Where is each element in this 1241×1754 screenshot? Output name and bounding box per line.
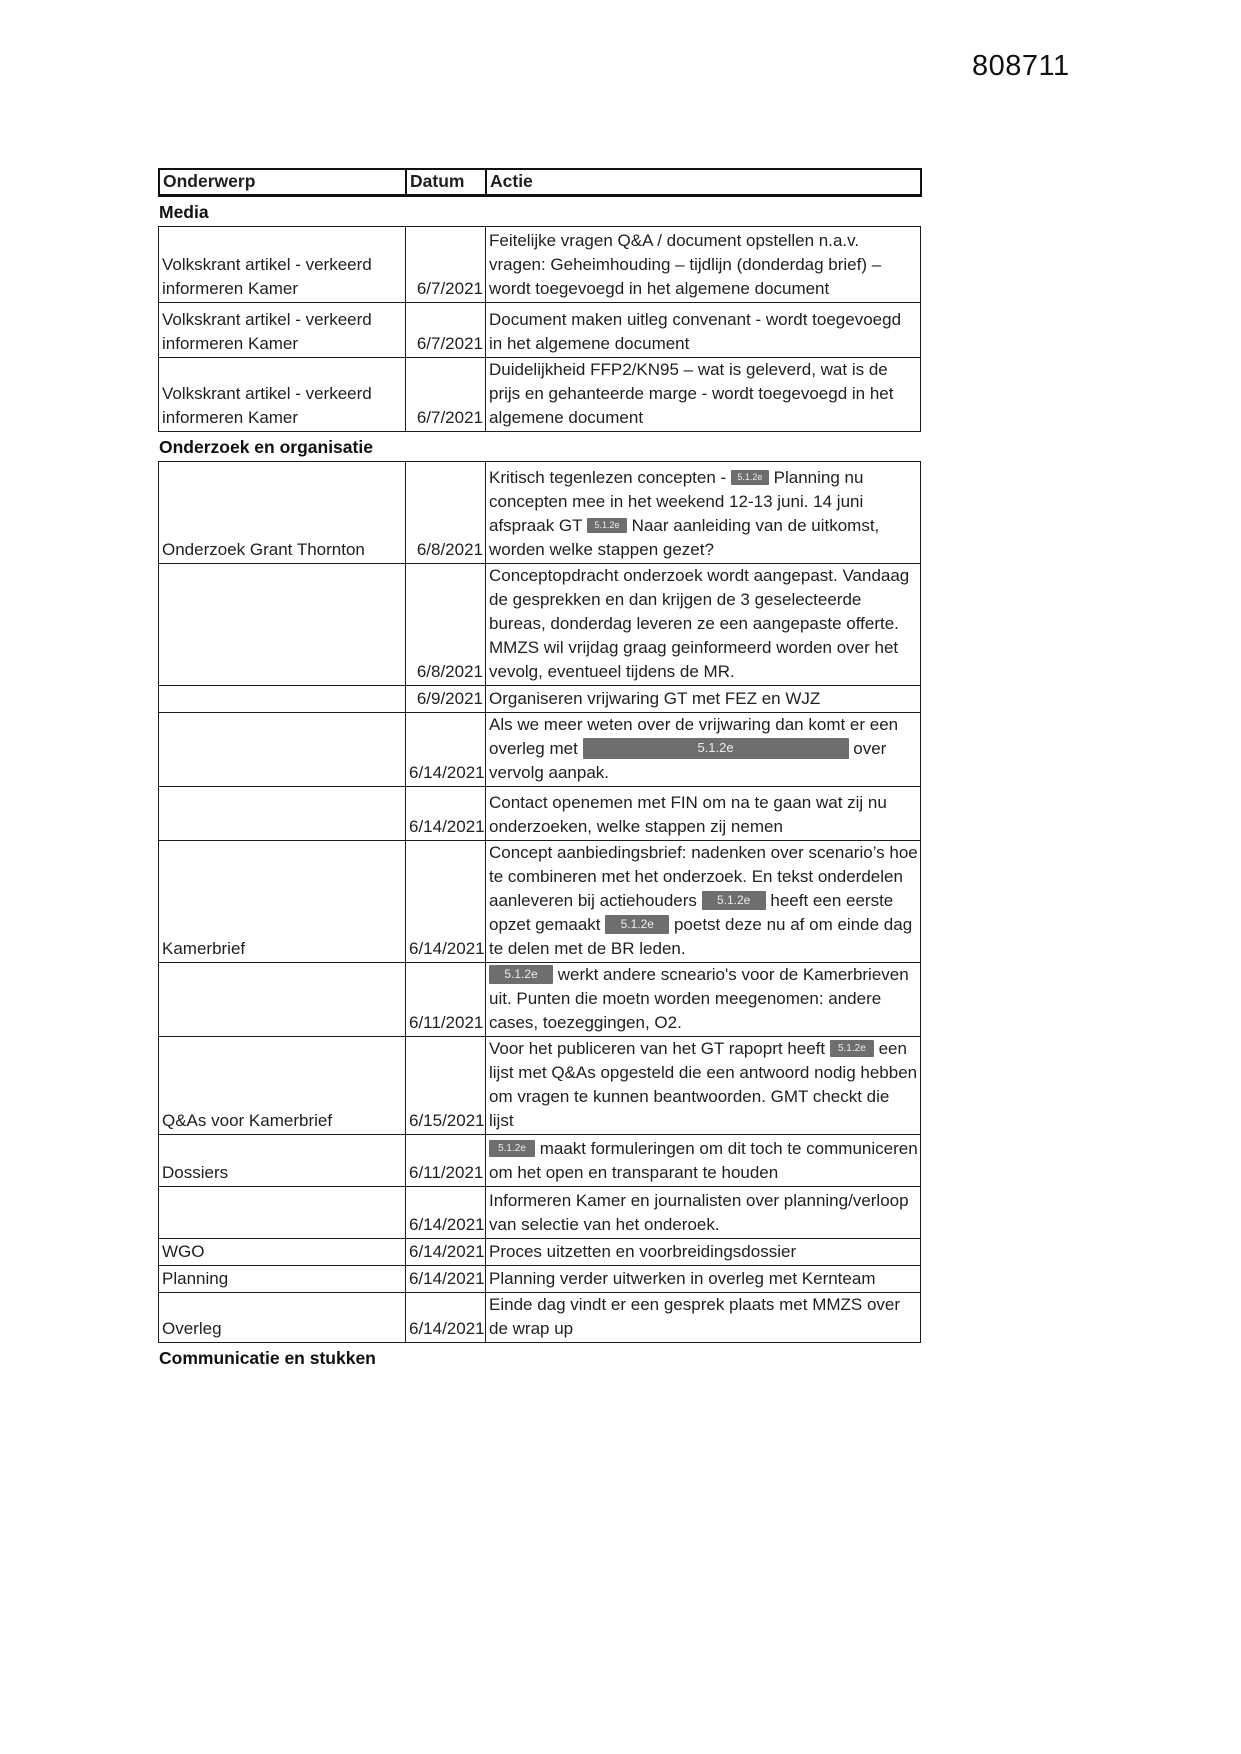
table-row — [159, 1135, 921, 1187]
table-row — [159, 1293, 921, 1343]
actie-text: Einde dag vindt er een gesprek plaats met MMZS over de wrap up — [489, 1295, 901, 1338]
onderwerp-cell: Planning — [159, 1266, 406, 1293]
actie-text: heeft een eerste opzet gemaakt — [489, 891, 894, 934]
section-title: Communicatie en stukken — [159, 1348, 376, 1368]
actie-cell — [486, 713, 921, 787]
datum-cell: 6/7/2021 — [406, 227, 486, 303]
datum-cell: 6/14/2021 — [406, 787, 486, 841]
datum-cell: 6/15/2021 — [406, 1037, 486, 1135]
section-title: Onderzoek en organisatie — [159, 437, 373, 457]
table-row — [159, 1187, 921, 1239]
actie-text: Als we meer weten over de vrijwaring dan komt er een overleg met — [489, 715, 899, 758]
section-table — [158, 226, 921, 432]
datum-cell: 6/8/2021 — [406, 462, 486, 564]
actie-cell — [486, 1266, 921, 1293]
redaction-box: 5.1.2e — [489, 965, 553, 984]
onderwerp-cell: Overleg — [159, 1293, 406, 1343]
actie-cell — [486, 1135, 921, 1187]
actie-cell — [486, 1037, 921, 1135]
actie-cell — [486, 686, 921, 713]
actie-text: Voor het publiceren van het GT rapoprt heeft — [489, 1039, 830, 1058]
onderwerp-cell — [159, 787, 406, 841]
table-area — [158, 168, 922, 1372]
actie-text: poetst deze nu af om einde dag te delen met de BR leden. — [489, 915, 913, 958]
actie-cell — [486, 462, 921, 564]
onderwerp-cell — [159, 713, 406, 787]
table-row — [159, 358, 921, 432]
actie-cell — [486, 227, 921, 303]
datum-cell: 6/7/2021 — [406, 303, 486, 358]
redaction-box: 5.1.2e — [489, 1140, 535, 1157]
table-row — [159, 963, 921, 1037]
actie-text: een lijst met Q&As opgesteld die een antwoord nodig hebben om vragen te kunnen beantwoorden. GMT checkt die lijst — [489, 1039, 918, 1130]
datum-cell: 6/11/2021 — [406, 963, 486, 1037]
datum-cell: 6/14/2021 — [406, 1239, 486, 1266]
actie-cell — [486, 963, 921, 1037]
table-row — [159, 462, 921, 564]
actie-text: werkt andere scneario's voor de Kamerbrieven uit. Punten die moetn worden meegenomen: andere cases, toezeggingen, O2. — [489, 965, 909, 1032]
onderwerp-cell — [159, 564, 406, 686]
actie-text: Naar aanleiding van de uitkomst, worden welke stappen gezet? — [489, 516, 880, 559]
onderwerp-cell: Volkskrant artikel - verkeerd informeren Kamer — [159, 227, 406, 303]
datum-cell: 6/14/2021 — [406, 841, 486, 963]
table-row — [159, 787, 921, 841]
actie-cell — [486, 358, 921, 432]
section-table — [158, 461, 921, 1343]
actie-text: Planning verder uitwerken in overleg met Kernteam — [489, 1269, 876, 1288]
column-header-datum: Datum — [406, 169, 486, 196]
actie-text: Proces uitzetten en voorbreidingsdossier — [489, 1242, 797, 1261]
actie-cell — [486, 1239, 921, 1266]
table-row — [159, 227, 921, 303]
actie-text: maakt formuleringen om dit toch te communiceren om het open en transparant te houden — [489, 1139, 918, 1182]
redaction-box: 5.1.2e — [587, 518, 627, 534]
actie-cell — [486, 841, 921, 963]
onderwerp-cell — [159, 686, 406, 713]
table-row — [159, 1266, 921, 1293]
actie-text: Kritisch tegenlezen concepten - — [489, 468, 731, 487]
redaction-box: 5.1.2e — [830, 1040, 874, 1057]
onderwerp-cell — [159, 1187, 406, 1239]
redaction-box: 5.1.2e — [702, 891, 766, 910]
redaction-box: 5.1.2e — [605, 915, 669, 934]
section-title: Media — [159, 202, 209, 222]
actie-text: Conceptopdracht onderzoek wordt aangepast. Vandaag de gesprekken en dan krijgen de 3 geselecteerde bureas, donderdag leveren ze een aangepaste offerte. MMZS wil vrijdag graag geinformeerd worden over het vevolg, eventueel tijdens de MR. — [489, 566, 910, 681]
datum-cell: 6/9/2021 — [406, 686, 486, 713]
actie-cell — [486, 303, 921, 358]
actie-text: over vervolg aanpak. — [489, 739, 887, 782]
datum-cell: 6/7/2021 — [406, 358, 486, 432]
onderwerp-cell: Q&As voor Kamerbrief — [159, 1037, 406, 1135]
actie-cell — [486, 564, 921, 686]
actie-text: Informeren Kamer en journalisten over planning/verloop van selectie van het onderoek. — [489, 1191, 909, 1234]
actie-text: Contact openemen met FIN om na te gaan wat zij nu onderzoeken, welke stappen zij nemen — [489, 793, 887, 836]
datum-cell: 6/14/2021 — [406, 1266, 486, 1293]
redaction-box: 5.1.2e — [731, 470, 769, 486]
table-row — [159, 564, 921, 686]
table-row — [159, 841, 921, 963]
actie-text: Duidelijkheid FFP2/KN95 – wat is geleverd, wat is de prijs en gehanteerde marge - wordt toegevoegd in het algemene document — [489, 360, 894, 427]
datum-cell: 6/8/2021 — [406, 564, 486, 686]
table-row — [159, 713, 921, 787]
redaction-box: 5.1.2e — [583, 738, 849, 758]
onderwerp-cell: Onderzoek Grant Thornton — [159, 462, 406, 564]
datum-cell: 6/14/2021 — [406, 1293, 486, 1343]
table-row — [159, 686, 921, 713]
datum-cell: 6/11/2021 — [406, 1135, 486, 1187]
table-row — [159, 303, 921, 358]
datum-cell: 6/14/2021 — [406, 1187, 486, 1239]
datum-cell: 6/14/2021 — [406, 713, 486, 787]
actie-text: Organiseren vrijwaring GT met FEZ en WJZ — [489, 689, 821, 708]
onderwerp-cell: Volkskrant artikel - verkeerd informeren Kamer — [159, 358, 406, 432]
actie-text: Document maken uitleg convenant - wordt toegevoegd in het algemene document — [489, 310, 902, 353]
actie-cell — [486, 787, 921, 841]
actie-text: Feitelijke vragen Q&A / document opstellen n.a.v. vragen: Geheimhouding – tijdlijn (donderdag brief) – wordt toegevoegd in het algemene document — [489, 231, 882, 298]
actie-cell — [486, 1293, 921, 1343]
column-header-onderwerp: Onderwerp — [159, 169, 406, 196]
onderwerp-cell — [159, 963, 406, 1037]
table-row — [159, 1239, 921, 1266]
actie-text: Concept aanbiedingsbrief: nadenken over scenario’s hoe te combineren met het onderzoek. En tekst onderdelen aanleveren bij actiehouders — [489, 843, 918, 910]
onderwerp-cell: Dossiers — [159, 1135, 406, 1187]
actie-text: Planning nu concepten mee in het weekend 12-13 juni. 14 juni afspraak GT — [489, 468, 864, 535]
onderwerp-cell: Kamerbrief — [159, 841, 406, 963]
header-row — [159, 169, 921, 196]
table-row — [159, 1037, 921, 1135]
column-header-table — [158, 168, 922, 197]
onderwerp-cell: Volkskrant artikel - verkeerd informeren Kamer — [159, 303, 406, 358]
document-number: 808711 — [972, 50, 1070, 82]
column-header-actie: Actie — [486, 169, 921, 196]
actie-cell — [486, 1187, 921, 1239]
onderwerp-cell: WGO — [159, 1239, 406, 1266]
